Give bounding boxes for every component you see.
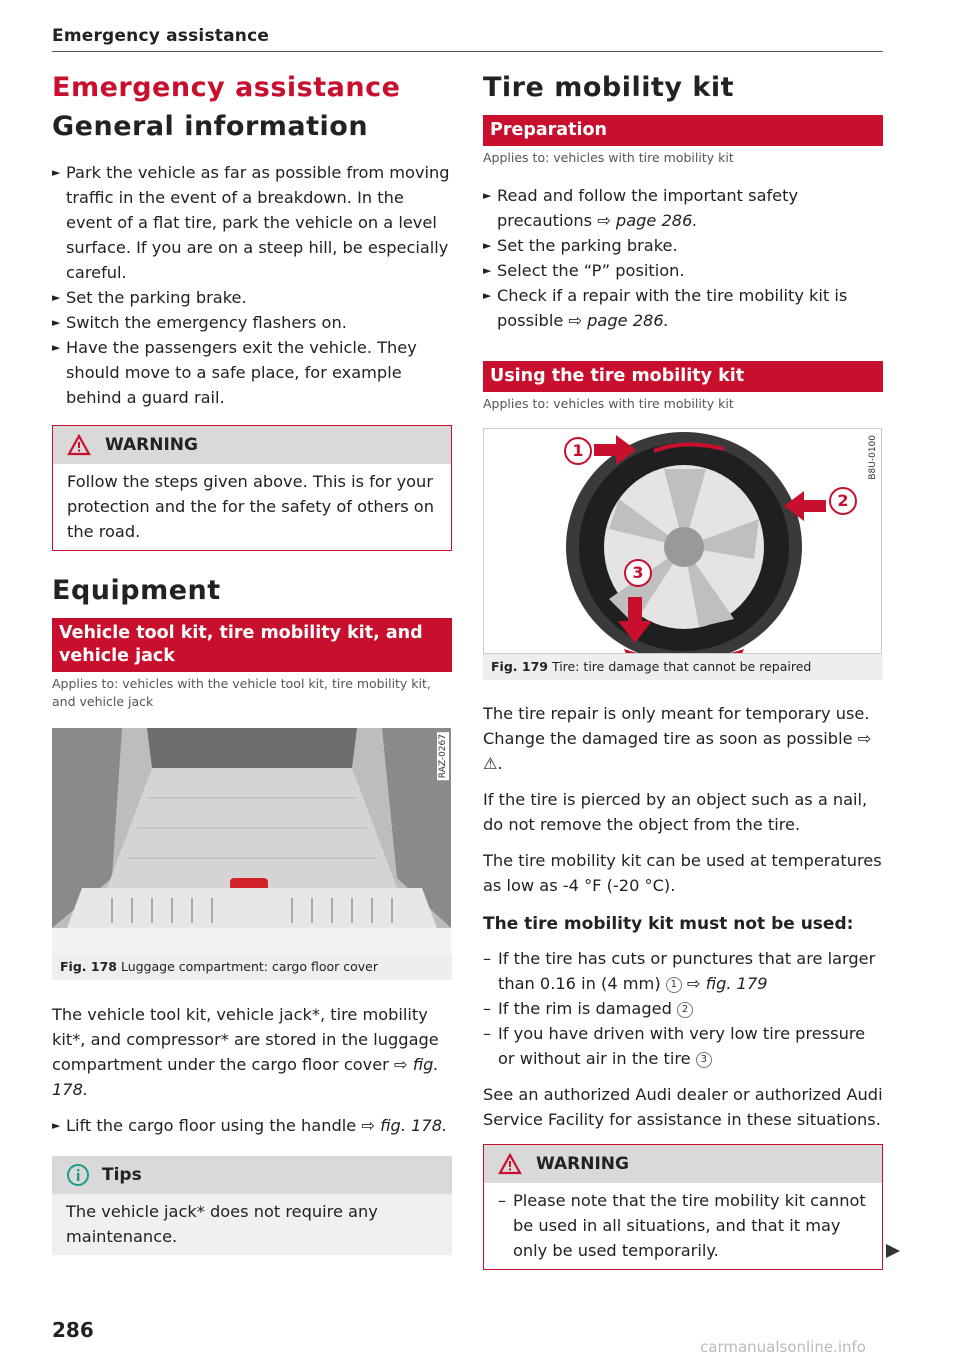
bullet-text: Read and follow the important safety precautions — [497, 186, 799, 230]
dash-text: If you have driven with very low tire pressure or without air in the tire — [498, 1024, 866, 1068]
list-item: ► Have the passengers exit the vehicle. They should move to a safe place, for example behind a guard rail. — [52, 335, 452, 410]
warning-list — [484, 1183, 882, 1269]
page-reference-link[interactable]: ⇨ page 286. — [568, 311, 669, 330]
list-item — [483, 996, 883, 1021]
warning-reference-link[interactable]: ⇨ ⚠. — [483, 729, 872, 773]
list-item: – Please note that the tire mobility kit cannot be used in all situations, and that it may only be used temporarily. — [498, 1188, 868, 1263]
heading-tire-mobility-kit: Tire mobility kit — [483, 72, 734, 103]
bullet-text: Lift the cargo floor using the handle — [66, 1116, 357, 1135]
tips-header — [52, 1156, 452, 1194]
running-header: Emergency assistance — [52, 26, 270, 46]
figure-code: RAZ-0267 — [438, 734, 448, 779]
list-item — [483, 1021, 883, 1071]
page-reference-link[interactable]: ⇨ page 286. — [597, 211, 698, 230]
warning-header — [484, 1145, 882, 1183]
dash-text: If the tire has cuts or punctures that are larger than 0.16 in (4 mm) — [498, 949, 876, 993]
luggage-compartment-illustration — [52, 728, 451, 954]
not-used-list — [483, 946, 883, 1071]
applies-to-toolkit: Applies to: vehicles with the vehicle tool kit, tire mobility kit, and vehicle jack — [52, 676, 431, 709]
callout-3: 3 — [624, 559, 652, 587]
using-paragraph-3: The tire mobility kit can be used at temperatures as low as -4 °F (-20 °C). — [483, 851, 882, 895]
paragraph-text: The vehicle tool kit, vehicle jack*, tire mobility kit*, and compressor* are stored in the luggage compartment under the cargo floor cover — [52, 1005, 439, 1074]
warning-title: WARNING — [536, 1154, 629, 1174]
list-item: ► Select the “P” position. — [483, 258, 883, 283]
callout-ref-2: 2 — [677, 1002, 693, 1018]
applies-to-using: Applies to: vehicles with tire mobility kit — [483, 396, 734, 411]
tips-text: The vehicle jack* does not require any maintenance. — [66, 1202, 378, 1246]
toolkit-paragraph — [52, 1002, 452, 1102]
list-item: ► Set the parking brake. — [52, 285, 452, 310]
callout-2: 2 — [829, 487, 857, 515]
tips-box — [52, 1156, 452, 1255]
figure-reference-link[interactable]: ⇨ fig. 178. — [361, 1116, 448, 1135]
figure-label: Fig. 178 — [60, 959, 117, 974]
figure-caption-text: Tire: tire damage that cannot be repaired — [551, 659, 812, 674]
warning-box — [52, 425, 452, 551]
tips-title: Tips — [102, 1165, 142, 1185]
callout-ref-1: 1 — [666, 977, 682, 993]
warning-header — [53, 426, 451, 464]
section-bar-preparation: Preparation — [483, 115, 883, 146]
header-rule — [52, 51, 883, 52]
list-item: ► Set the parking brake. — [483, 233, 883, 258]
warning-text: Follow the steps given above. This is for your protection and the for the safety of others on the road. — [67, 472, 434, 541]
warning-icon — [67, 434, 91, 456]
list-item — [483, 946, 883, 996]
figure-reference-link[interactable]: ⇨ fig. 178. — [52, 1055, 439, 1099]
section-bar-using: Using the tire mobility kit — [483, 361, 883, 392]
section-bar-toolkit: Vehicle tool kit, tire mobility kit, and vehicle jack — [52, 618, 452, 672]
general-bullet-list — [52, 160, 452, 410]
figure-label: Fig. 179 — [491, 659, 548, 674]
figure-caption-text: Luggage compartment: cargo floor cover — [120, 959, 378, 974]
list-item — [483, 183, 883, 233]
not-used-heading: The tire mobility kit must not be used: — [483, 914, 854, 934]
callout-ref-3: 3 — [696, 1052, 712, 1068]
using-paragraph-4: See an authorized Audi dealer or authorized Audi Service Facility for assistance in these situations. — [483, 1085, 883, 1129]
continue-arrow-icon — [886, 1244, 900, 1258]
left-column — [52, 72, 452, 1255]
figure-178-caption — [52, 954, 452, 980]
paragraph-text: The tire repair is only meant for temporary use. Change the damaged tire as soon as possible — [483, 704, 870, 748]
watermark: carmanualsonline.info — [700, 1338, 866, 1356]
figure-178-image — [52, 728, 451, 954]
warning-box — [483, 1144, 883, 1270]
list-item: ► Park the vehicle as far as possible from moving traffic in the event of a breakdown. In the event of a flat tire, park the vehicle on a level surface. If you are on a steep hill, be especially careful. — [52, 160, 452, 285]
info-icon — [66, 1163, 90, 1187]
figure-reference-link[interactable]: ⇨ fig. 179 — [686, 974, 768, 993]
heading-equipment: Equipment — [52, 575, 221, 606]
arrow-left-icon — [784, 491, 826, 521]
preparation-bullet-list — [483, 183, 883, 333]
figure-179-image — [483, 428, 882, 654]
list-item: ► Switch the emergency flashers on. — [52, 310, 452, 335]
tire-damage-illustration — [484, 429, 881, 653]
using-paragraph-2: If the tire is pierced by an object such as a nail, do not remove the object from the tire. — [483, 790, 868, 834]
callout-1: 1 — [564, 437, 592, 465]
list-item — [52, 1113, 452, 1138]
list-item — [483, 283, 883, 333]
right-column — [483, 72, 883, 1270]
using-paragraph-1 — [483, 701, 883, 776]
bullet-text: Check if a repair with the tire mobility kit is possible — [497, 286, 848, 330]
figure-code: B8U-0100 — [868, 435, 878, 480]
heading-general-information: General information — [52, 111, 369, 142]
dash-text: If the rim is damaged — [498, 999, 672, 1018]
applies-to-preparation: Applies to: vehicles with tire mobility kit — [483, 150, 734, 165]
figure-179-caption — [483, 654, 883, 680]
warning-icon — [498, 1153, 522, 1175]
arrow-down-icon — [618, 597, 652, 643]
warning-title: WARNING — [105, 435, 198, 455]
heading-emergency-assistance: Emergency assistance — [52, 72, 401, 103]
arrow-right-icon — [594, 435, 636, 465]
page-number: 286 — [52, 1318, 94, 1342]
